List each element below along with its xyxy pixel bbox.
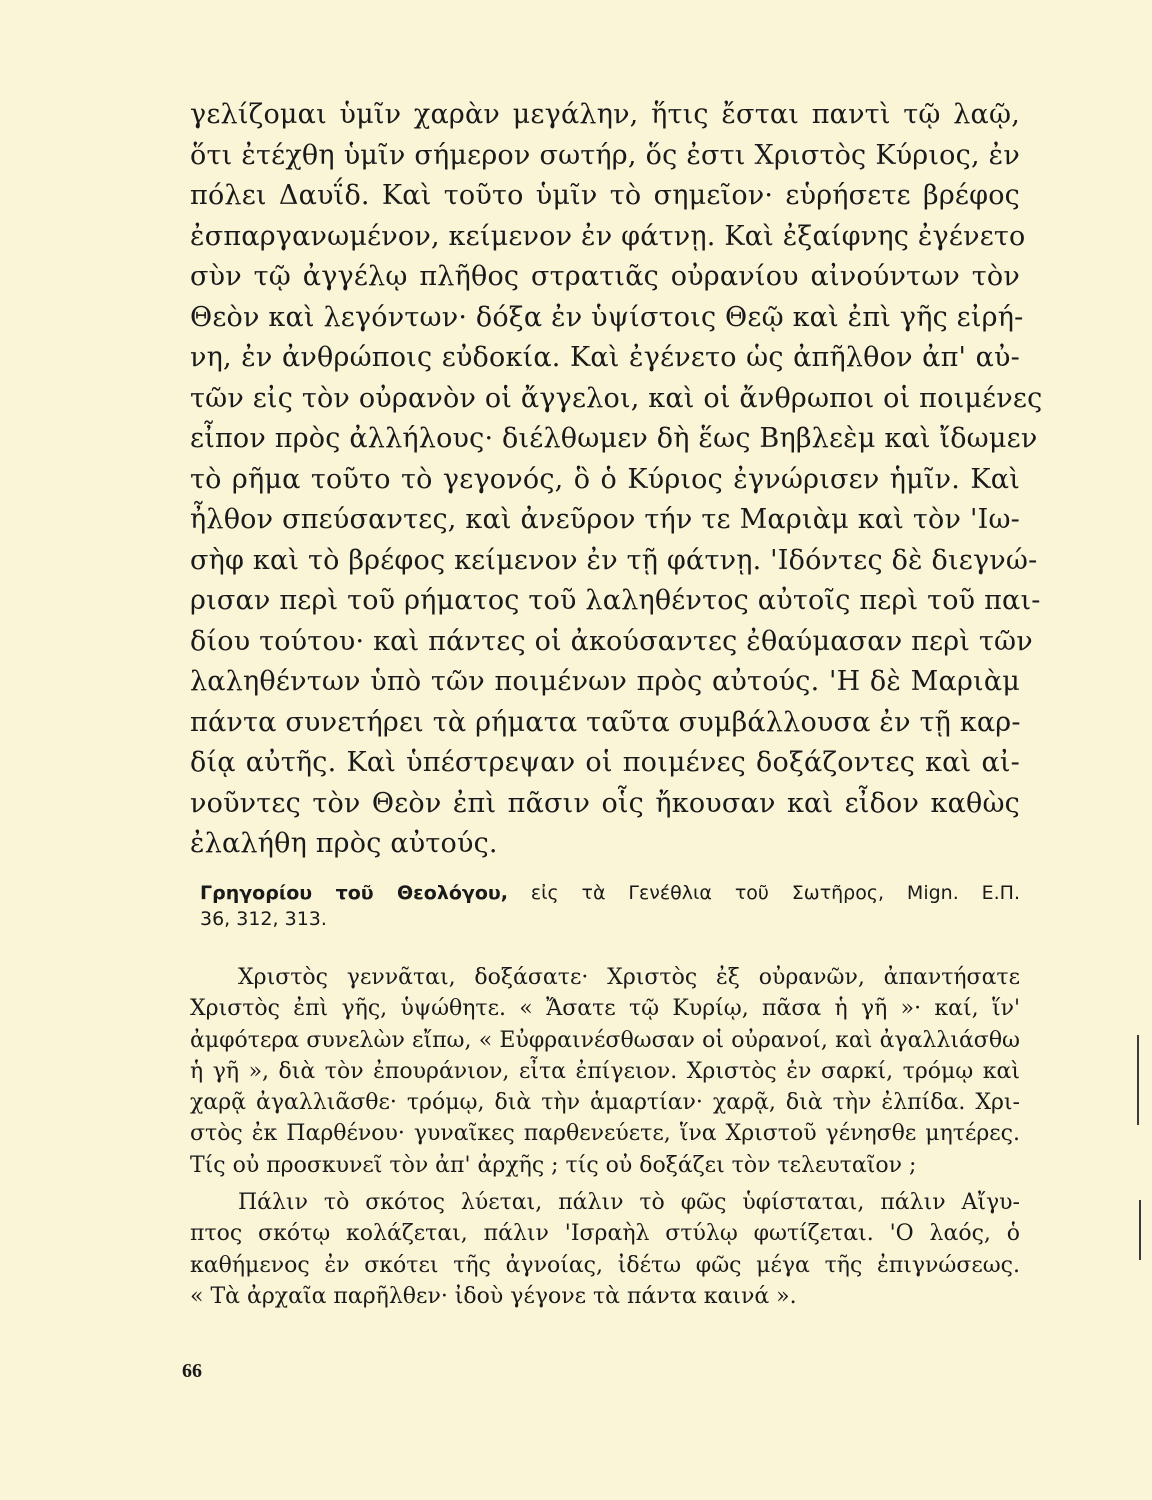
text-line: πάντα συνετήρει τὰ ρήματα ταῦτα συμβάλλουσα ἐν τῇ καρ- (190, 706, 1021, 738)
citation-author: Γρηγορίου τοῦ Θεολόγου, (200, 882, 508, 904)
text-line: Χριστὸς γεννᾶται, δοξάσατε· Χριστὸς ἐξ οὐρανῶν, ἀπαντήσατε (238, 965, 1020, 990)
text-line: « Τὰ ἀρχαῖα παρῆλθεν· ἰδοὺ γέγονε τὰ πάντα καινά ». (190, 1283, 797, 1309)
text-line: πτος σκότῳ κολάζεται, πάλιν 'Ισραὴλ στύλῳ φωτίζεται. 'Ο λαός, ὁ (190, 1221, 1020, 1247)
text-line: ἐσπαργανωμένον, κείμενον ἐν φάτνῃ. Καὶ ἐξαίφνης ἐγένετο (190, 220, 1026, 252)
text-line: λαληθέντων ὑπὸ τῶν ποιμένων πρὸς αὐτούς. 'Η δὲ Μαριὰμ (190, 666, 1020, 697)
text-line: καθήμενος ἐν σκότει τῆς ἀγνοίας, ἰδέτω φῶς μέγα τῆς ἐπιγνώσεως. (190, 1252, 1020, 1278)
text-line: στὸς ἐκ Παρθένου· γυναῖκες παρθενεύετε, ἵνα Χριστοῦ γένησθε μητέρες. (190, 1121, 1020, 1147)
citation-reference: 36, 312, 313. (200, 908, 327, 930)
text-line: ἀμφότερα συνελὼν εἴπω, « Εὐφραινέσθωσαν οἱ οὐρανοί, καὶ ἀγαλλιάσθω (190, 1027, 1020, 1053)
text-line: εἶπον πρὸς ἀλλήλους· διέλθωμεν δὴ ἕως Βηβλεὲμ καὶ ἴδωμεν (190, 423, 1038, 454)
text-line: ἡ γῆ », διὰ τὸν ἐπουράνιον, εἶτα ἐπίγειον. Χριστὸς ἐν σαρκί, τρόμῳ καὶ (190, 1058, 1020, 1084)
text-line: γελίζομαι ὑμῖν χαρὰν μεγάλην, ἥτις ἔσται παντὶ τῷ λαῷ, (190, 99, 1020, 130)
text-line: ρισαν περὶ τοῦ ρήματος τοῦ λαληθέντος αὐτοῖς περὶ τοῦ παι- (190, 585, 1041, 616)
text-line: δίᾳ αὐτῆς. Καὶ ὑπέστρεψαν οἱ ποιμένες δοξάζοντες καὶ αἰ- (190, 747, 1020, 778)
source-citation (200, 880, 1020, 932)
text-line: πόλει Δαυΐδ. Καὶ τοῦτο ὑμῖν τὸ σημεῖον· εὑρήσετε βρέφος (190, 180, 1020, 211)
text-line: Τίς οὐ προσκυνεῖ τὸν ἀπ' ἀρχῆς ; τίς οὐ δοξάζει τὸν τελευταῖον ; (190, 1152, 917, 1178)
text-line: Θεὸν καὶ λεγόντων· δόξα ἐν ὑψίστοις Θεῷ καὶ ἐπὶ γῆς εἰρή- (190, 301, 1024, 333)
gospel-passage (190, 95, 1043, 865)
citation-work: εἰς τὰ Γενέθλια τοῦ Σωτῆρος, Mign. Ε.Π. (530, 882, 1020, 904)
scan-edge-mark (1137, 1035, 1139, 1125)
homily-passage (190, 962, 1020, 1312)
text-line: σὴφ καὶ τὸ βρέφος κείμενον ἐν τῇ φάτνῃ. 'Ιδόντες δὲ διεγνώ- (190, 544, 1038, 576)
text-line: Πάλιν τὸ σκότος λύεται, πάλιν τὸ φῶς ὑφίσταται, πάλιν Αἴγυ- (238, 1190, 1020, 1216)
text-line: νοῦντες τὸν Θεὸν ἐπὶ πᾶσιν οἷς ἤκουσαν καὶ εἶδον καθὼς (190, 787, 1020, 819)
text-line: νη, ἐν ἀνθρώποις εὐδοκία. Καὶ ἐγένετο ὡς ἀπῆλθον ἀπ' αὐ- (190, 342, 1020, 373)
text-line: τὸ ρῆμα τοῦτο τὸ γεγονός, ὃ ὁ Κύριος ἐγνώρισεν ἡμῖν. Καὶ (190, 463, 1020, 495)
text-line: ἐλαλήθη πρὸς αὐτούς. (190, 828, 498, 859)
text-line: σὺν τῷ ἀγγέλῳ πλῆθος στρατιᾶς οὐρανίου αἰνούντων τὸν (190, 261, 1020, 292)
scan-edge-mark (1139, 1200, 1141, 1260)
text-line: δίου τούτου· καὶ πάντες οἱ ἀκούσαντες ἐθαύμασαν περὶ τῶν (190, 625, 1033, 657)
text-line: ὅτι ἐτέχθη ὑμῖν σήμερον σωτήρ, ὅς ἐστι Χριστὸς Κύριος, ἐν (190, 139, 1020, 171)
text-line: τῶν εἰς τὸν οὐρανὸν οἱ ἄγγελοι, καὶ οἱ ἄνθρωποι οἱ ποιμένες (190, 382, 1043, 414)
text-line: ἦλθον σπεύσαντες, καὶ ἀνεῦρον τήν τε Μαριὰμ καὶ τὸν 'Ιω- (190, 504, 1020, 535)
citation-line (200, 880, 1020, 906)
text-line: Χριστὸς ἐπὶ γῆς, ὑψώθητε. « Ἄσατε τῷ Κυρίῳ, πᾶσα ἡ γῆ »· καί, ἵν' (190, 996, 1020, 1022)
page-number: 66 (182, 1360, 202, 1382)
text-line: χαρᾷ ἀγαλλιᾶσθε· τρόμῳ, διὰ τὴν ἁμαρτίαν· χαρᾷ, διὰ τὴν ἐλπίδα. Χρι- (190, 1090, 1020, 1116)
